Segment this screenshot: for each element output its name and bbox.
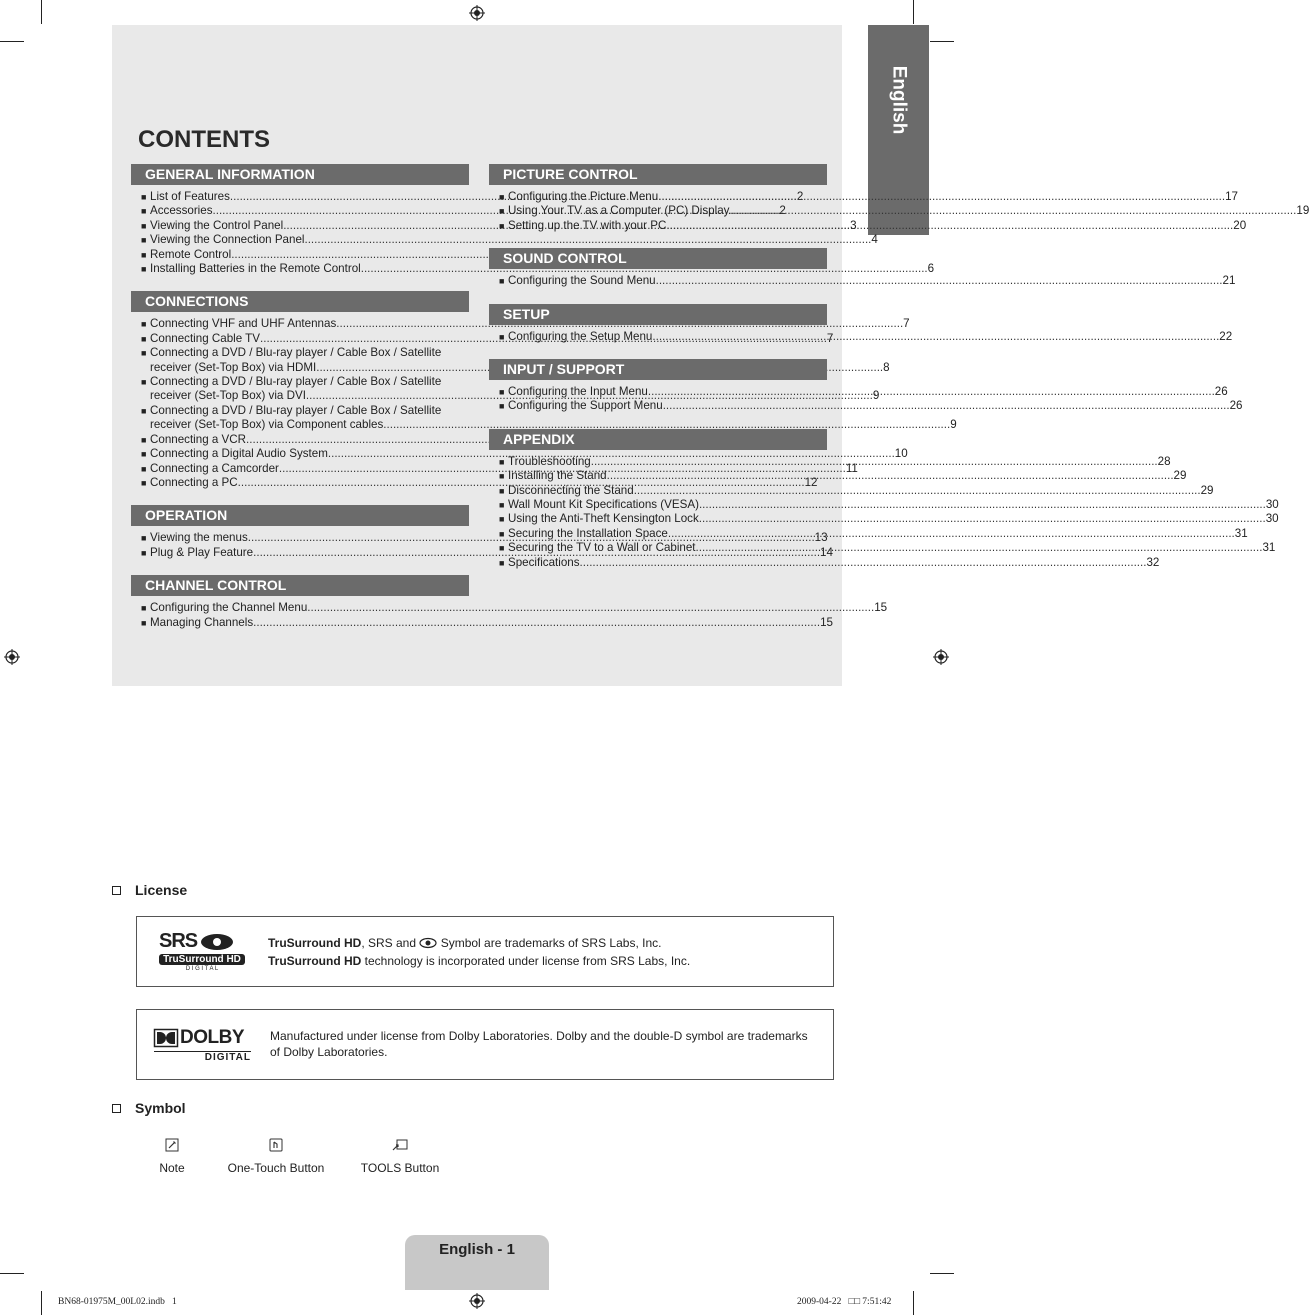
srs-logo-badge: TruSurround HD bbox=[159, 954, 245, 965]
bullet-square-icon: ■ bbox=[499, 276, 505, 287]
toc-entry[interactable] bbox=[131, 248, 469, 262]
toc-entry-title: receiver (Set-Top Box) via HDMI bbox=[150, 360, 317, 374]
bullet-square-icon: ■ bbox=[499, 192, 505, 202]
toc-entry-title: Disconnecting the Stand bbox=[508, 483, 634, 497]
toc-leader-dots bbox=[666, 219, 1233, 233]
toc-entry-title: Configuring the Setup Menu bbox=[508, 329, 653, 343]
registration-mark-icon bbox=[4, 649, 20, 665]
toc-section bbox=[489, 248, 1236, 288]
srs-symbol-icon bbox=[199, 933, 235, 951]
toc-section bbox=[489, 304, 1233, 344]
bullet-square-icon: ■ bbox=[141, 603, 147, 614]
toc-entry-title: Installing Batteries in the Remote Control bbox=[150, 262, 361, 276]
srs-line2-rest: technology is incorporated under license from SRS Labs, Inc. bbox=[361, 954, 691, 968]
toc-entry-page: 32 bbox=[1146, 555, 1160, 569]
toc-entry[interactable] bbox=[489, 399, 1243, 413]
toc-entry-title: Using Your TV as a Computer (PC) Display bbox=[508, 204, 730, 218]
bullet-square-icon: ■ bbox=[499, 331, 505, 342]
bullet-square-icon: ■ bbox=[499, 220, 505, 231]
note-label: Note bbox=[159, 1161, 185, 1175]
toc-entry-page: 2 bbox=[796, 190, 804, 203]
bullet-square-icon: ■ bbox=[499, 387, 505, 398]
toc-entry-title: Securing the TV to a Wall or Cabinet bbox=[508, 541, 696, 555]
toc-section bbox=[131, 575, 888, 630]
bullet-square-icon: ■ bbox=[141, 235, 147, 246]
toc-entry[interactable] bbox=[489, 512, 1279, 526]
toc-entry-page: 21 bbox=[1222, 274, 1236, 288]
toc-leader-dots bbox=[668, 527, 1235, 541]
toc-leader-dots bbox=[699, 498, 1266, 512]
toc-entry-title: Configuring the Picture Menu bbox=[508, 190, 659, 203]
toc-entry-title: receiver (Set-Top Box) via DVI bbox=[150, 389, 306, 403]
toc-entry-title: receiver (Set-Top Box) via Component cables bbox=[150, 418, 384, 432]
crop-mark bbox=[41, 1291, 42, 1315]
toc-entry-title: Troubleshooting bbox=[508, 454, 591, 468]
toc-section-heading: INPUT / SUPPORT bbox=[489, 359, 827, 380]
bullet-square-icon: ■ bbox=[141, 249, 147, 260]
dolby-logo-sub: DIGITAL bbox=[154, 1051, 251, 1063]
toc-entry[interactable] bbox=[489, 218, 1247, 233]
toc-entry-title: Connecting a VCR bbox=[150, 432, 247, 446]
toc-entry-page: 10 bbox=[894, 447, 908, 461]
dolby-logo-text: DOLBY bbox=[180, 1027, 244, 1048]
bullet-square-icon: ■ bbox=[141, 319, 147, 330]
dolby-license-box bbox=[136, 1009, 834, 1080]
toc-leader-dots bbox=[607, 469, 1174, 483]
toc-leader-dots bbox=[658, 190, 1225, 204]
toc-section-heading: SOUND CONTROL bbox=[489, 248, 827, 269]
toc-leader-dots bbox=[729, 204, 1296, 218]
toc-entry[interactable] bbox=[489, 526, 1248, 541]
srs-inline-symbol-icon bbox=[419, 938, 437, 948]
contents-title: CONTENTS bbox=[138, 126, 270, 153]
bullet-square-icon: ■ bbox=[499, 485, 505, 496]
toc-entry-title: Connecting a PC bbox=[150, 475, 238, 489]
toc-entry[interactable] bbox=[131, 317, 910, 331]
toc-entry[interactable] bbox=[131, 601, 888, 615]
dolby-license-text: Manufactured under license from Dolby Laboratories. Dolby and the double-D symbol are trademarks of Dolby Laboratories. bbox=[270, 1029, 808, 1059]
toc-leader-dots bbox=[652, 330, 1219, 344]
toc-section-heading: GENERAL INFORMATION bbox=[131, 164, 469, 185]
bullet-square-icon: ■ bbox=[141, 405, 147, 416]
toc-entry-page: 13 bbox=[814, 531, 828, 545]
dolby-logo bbox=[154, 1027, 254, 1063]
crop-mark bbox=[0, 41, 24, 42]
toc-entry-title: Viewing the Connection Panel bbox=[150, 233, 305, 247]
note-icon bbox=[165, 1138, 179, 1152]
toc-entry-title: Installing the Stand bbox=[508, 469, 607, 483]
checkbox-bullet-icon bbox=[112, 1104, 121, 1113]
toc-leader-dots bbox=[696, 541, 1263, 555]
toc-entry[interactable] bbox=[131, 615, 833, 630]
toc-entry-page: 31 bbox=[1262, 541, 1276, 555]
one-touch-icon bbox=[269, 1138, 283, 1152]
crop-mark bbox=[930, 41, 954, 42]
bullet-square-icon: ■ bbox=[141, 449, 147, 460]
toc-section-heading: OPERATION bbox=[131, 505, 469, 526]
bullet-square-icon: ■ bbox=[141, 348, 147, 359]
toc-entry-title: Specifications bbox=[508, 555, 580, 569]
srs-license-text bbox=[268, 934, 690, 970]
bullet-square-icon: ■ bbox=[499, 456, 505, 467]
toc-entry[interactable] bbox=[489, 329, 1233, 344]
toc-entry-page: 7 bbox=[903, 317, 910, 331]
toc-entry[interactable] bbox=[489, 204, 1309, 218]
toc-entry-title: Configuring the Support Menu bbox=[508, 399, 663, 413]
toc-entry-page: 15 bbox=[874, 601, 888, 615]
toc-entry-title: Connecting VHF and UHF Antennas bbox=[150, 317, 337, 331]
toc-entry-page: 9 bbox=[950, 418, 957, 432]
registration-mark-icon bbox=[469, 5, 485, 21]
toc-entry-page: 17 bbox=[1225, 190, 1238, 203]
toc-entry-page: 7 bbox=[826, 331, 834, 345]
toc-section-heading: SETUP bbox=[489, 304, 827, 325]
toc-leader-dots bbox=[663, 399, 1230, 413]
bullet-square-icon: ■ bbox=[499, 528, 505, 539]
toc-entry[interactable] bbox=[489, 498, 1279, 512]
bullet-square-icon: ■ bbox=[499, 401, 505, 412]
crop-mark bbox=[930, 1273, 954, 1274]
toc-entry-page: 30 bbox=[1265, 512, 1279, 526]
toc-entry[interactable] bbox=[489, 190, 1238, 204]
toc-entry-page: 29 bbox=[1173, 469, 1187, 483]
toc-entry-page: 8 bbox=[883, 360, 890, 374]
bullet-square-icon: ■ bbox=[141, 333, 147, 344]
srs-logo-sub: D I G I T A L bbox=[185, 966, 219, 972]
toc-entry-page: 4 bbox=[871, 233, 878, 247]
language-tab-label: English bbox=[888, 65, 909, 135]
print-slug-file: BN68-01975M_00L02.indb 1 bbox=[58, 1297, 177, 1307]
registration-mark-icon bbox=[933, 649, 949, 665]
bullet-square-icon: ■ bbox=[141, 477, 147, 488]
toc-leader-dots bbox=[634, 484, 1201, 498]
print-slug-date: 2009-04-22 □□ 7:51:42 bbox=[797, 1297, 892, 1307]
license-heading-text: License bbox=[135, 882, 188, 898]
toc-entry-page: 29 bbox=[1200, 483, 1214, 497]
srs-line1-bold: TruSurround HD bbox=[268, 936, 362, 950]
toc-entry-page: 20 bbox=[1233, 218, 1247, 232]
crop-mark bbox=[913, 1291, 914, 1315]
toc-entry[interactable] bbox=[489, 483, 1214, 498]
toc-leader-dots bbox=[580, 556, 1147, 570]
toc-entry-title: Remote Control bbox=[150, 247, 232, 261]
toc-entry[interactable] bbox=[131, 233, 878, 247]
toc-entry[interactable] bbox=[489, 555, 1160, 570]
toc-entry[interactable] bbox=[489, 385, 1228, 399]
bullet-square-icon: ■ bbox=[141, 617, 147, 628]
toc-entry-title: Managing Channels bbox=[150, 615, 254, 629]
toc-entry-page: 26 bbox=[1214, 385, 1228, 399]
bullet-square-icon: ■ bbox=[141, 547, 147, 558]
toc-entry-page: 6 bbox=[927, 262, 935, 276]
toc-entry-title: Wall Mount Kit Specifications (VESA) bbox=[508, 498, 699, 512]
bullet-square-icon: ■ bbox=[141, 192, 147, 202]
toc-entry-title: Configuring the Channel Menu bbox=[150, 601, 308, 615]
toc-entry-title: Configuring the Sound Menu bbox=[508, 274, 656, 288]
tools-label: TOOLS Button bbox=[360, 1161, 440, 1175]
toc-entry-page: 2 bbox=[779, 204, 786, 218]
crop-mark bbox=[913, 0, 914, 24]
toc-section-heading: PICTURE CONTROL bbox=[489, 164, 827, 185]
bullet-square-icon: ■ bbox=[499, 500, 505, 511]
srs-logo-text: SRS bbox=[159, 930, 198, 952]
checkbox-bullet-icon bbox=[112, 886, 121, 895]
toc-entry-title: Setting up the TV with your PC bbox=[508, 218, 667, 232]
toc-entry-title: Plug & Play Feature bbox=[150, 545, 254, 559]
toc-entry[interactable] bbox=[131, 433, 469, 447]
bullet-square-icon: ■ bbox=[499, 543, 505, 554]
toc-entry-page: 28 bbox=[1157, 454, 1171, 468]
symbol-heading bbox=[112, 1100, 186, 1116]
toc-entry-title: Configuring the Input Menu bbox=[508, 385, 648, 399]
toc-entry-page: 22 bbox=[1219, 329, 1233, 343]
bullet-square-icon: ■ bbox=[141, 377, 147, 388]
toc-entry-page: 15 bbox=[820, 615, 833, 629]
one-touch-label: One-Touch Button bbox=[227, 1161, 325, 1175]
symbol-heading-text: Symbol bbox=[135, 1100, 186, 1116]
license-heading bbox=[112, 882, 187, 898]
toc-entry-page: 26 bbox=[1229, 399, 1243, 413]
crop-mark bbox=[41, 0, 42, 24]
toc-section-heading: CONNECTIONS bbox=[131, 291, 469, 312]
toc-entry-page: 19 bbox=[1296, 204, 1309, 218]
bullet-square-icon: ■ bbox=[499, 557, 505, 568]
toc-entry-page: 9 bbox=[872, 389, 880, 403]
toc-entry[interactable] bbox=[489, 274, 1236, 288]
bullet-square-icon: ■ bbox=[499, 514, 505, 525]
toc-leader-dots bbox=[307, 601, 874, 615]
toc-entry-page: 31 bbox=[1234, 526, 1248, 540]
toc-entry-title: Viewing the menus bbox=[150, 531, 248, 545]
toc-entry-title: Using the Anti-Theft Kensington Lock bbox=[508, 512, 699, 526]
srs-line2-bold: TruSurround HD bbox=[268, 954, 362, 968]
bullet-square-icon: ■ bbox=[141, 264, 147, 275]
toc-entry-page: 30 bbox=[1265, 498, 1279, 512]
toc-section-heading: APPENDIX bbox=[489, 429, 827, 450]
toc-entry-title: Viewing the Control Panel bbox=[150, 218, 284, 232]
toc-entry-title: Connecting a Camcorder bbox=[150, 461, 279, 475]
toc-entry-page: 11 bbox=[845, 461, 858, 475]
crop-mark bbox=[0, 1273, 24, 1274]
dolby-double-d-icon bbox=[154, 1029, 178, 1047]
bullet-square-icon: ■ bbox=[141, 434, 147, 445]
toc-section bbox=[489, 164, 1309, 233]
toc-entry-title: Connecting a DVD / Blu-ray player / Cable Box / Satellite bbox=[150, 346, 442, 360]
toc-leader-dots bbox=[699, 512, 1266, 526]
srs-logo bbox=[159, 930, 249, 974]
toc-leader-dots bbox=[591, 455, 1158, 469]
page-number-tab bbox=[405, 1235, 549, 1290]
bullet-square-icon: ■ bbox=[141, 220, 147, 231]
bullet-square-icon: ■ bbox=[499, 471, 505, 482]
toc-entry-title: List of Features bbox=[150, 190, 230, 203]
bullet-square-icon: ■ bbox=[141, 533, 147, 544]
toc-section bbox=[489, 359, 1243, 414]
toc-entry-page: 12 bbox=[804, 475, 818, 489]
toc-entry[interactable] bbox=[131, 262, 935, 276]
toc-entry[interactable] bbox=[489, 469, 1187, 483]
srs-line1-rest: , SRS and bbox=[361, 936, 420, 950]
registration-mark-icon bbox=[469, 1293, 485, 1309]
toc-entry-title: Connecting a DVD / Blu-ray player / Cable Box / Satellite bbox=[150, 403, 442, 417]
toc-section-heading: CHANNEL CONTROL bbox=[131, 575, 469, 596]
toc-leader-dots bbox=[253, 616, 820, 630]
toc-entry-title: Securing the Installation Space bbox=[508, 526, 668, 540]
toc-leader-dots bbox=[656, 274, 1223, 288]
bullet-square-icon: ■ bbox=[141, 463, 147, 474]
toc-entry-title: Connecting Cable TV bbox=[150, 331, 260, 345]
toc-entry-title: Accessories bbox=[150, 204, 213, 218]
bullet-square-icon: ■ bbox=[499, 206, 505, 217]
toc-entry-title: Connecting a Digital Audio System bbox=[150, 447, 328, 461]
bullet-square-icon: ■ bbox=[141, 206, 147, 217]
srs-line1-tail: Symbol are trademarks of SRS Labs, Inc. bbox=[437, 936, 662, 950]
toc-leader-dots bbox=[648, 385, 1215, 399]
toc-entry-page: 3 bbox=[850, 218, 857, 232]
srs-license-box bbox=[136, 916, 834, 987]
toc-entry-page: 14 bbox=[820, 545, 833, 559]
tools-icon bbox=[392, 1138, 408, 1152]
toc-entry-title: Connecting a DVD / Blu-ray player / Cable Box / Satellite bbox=[150, 375, 442, 389]
page-number: English - 1 bbox=[439, 1241, 515, 1258]
